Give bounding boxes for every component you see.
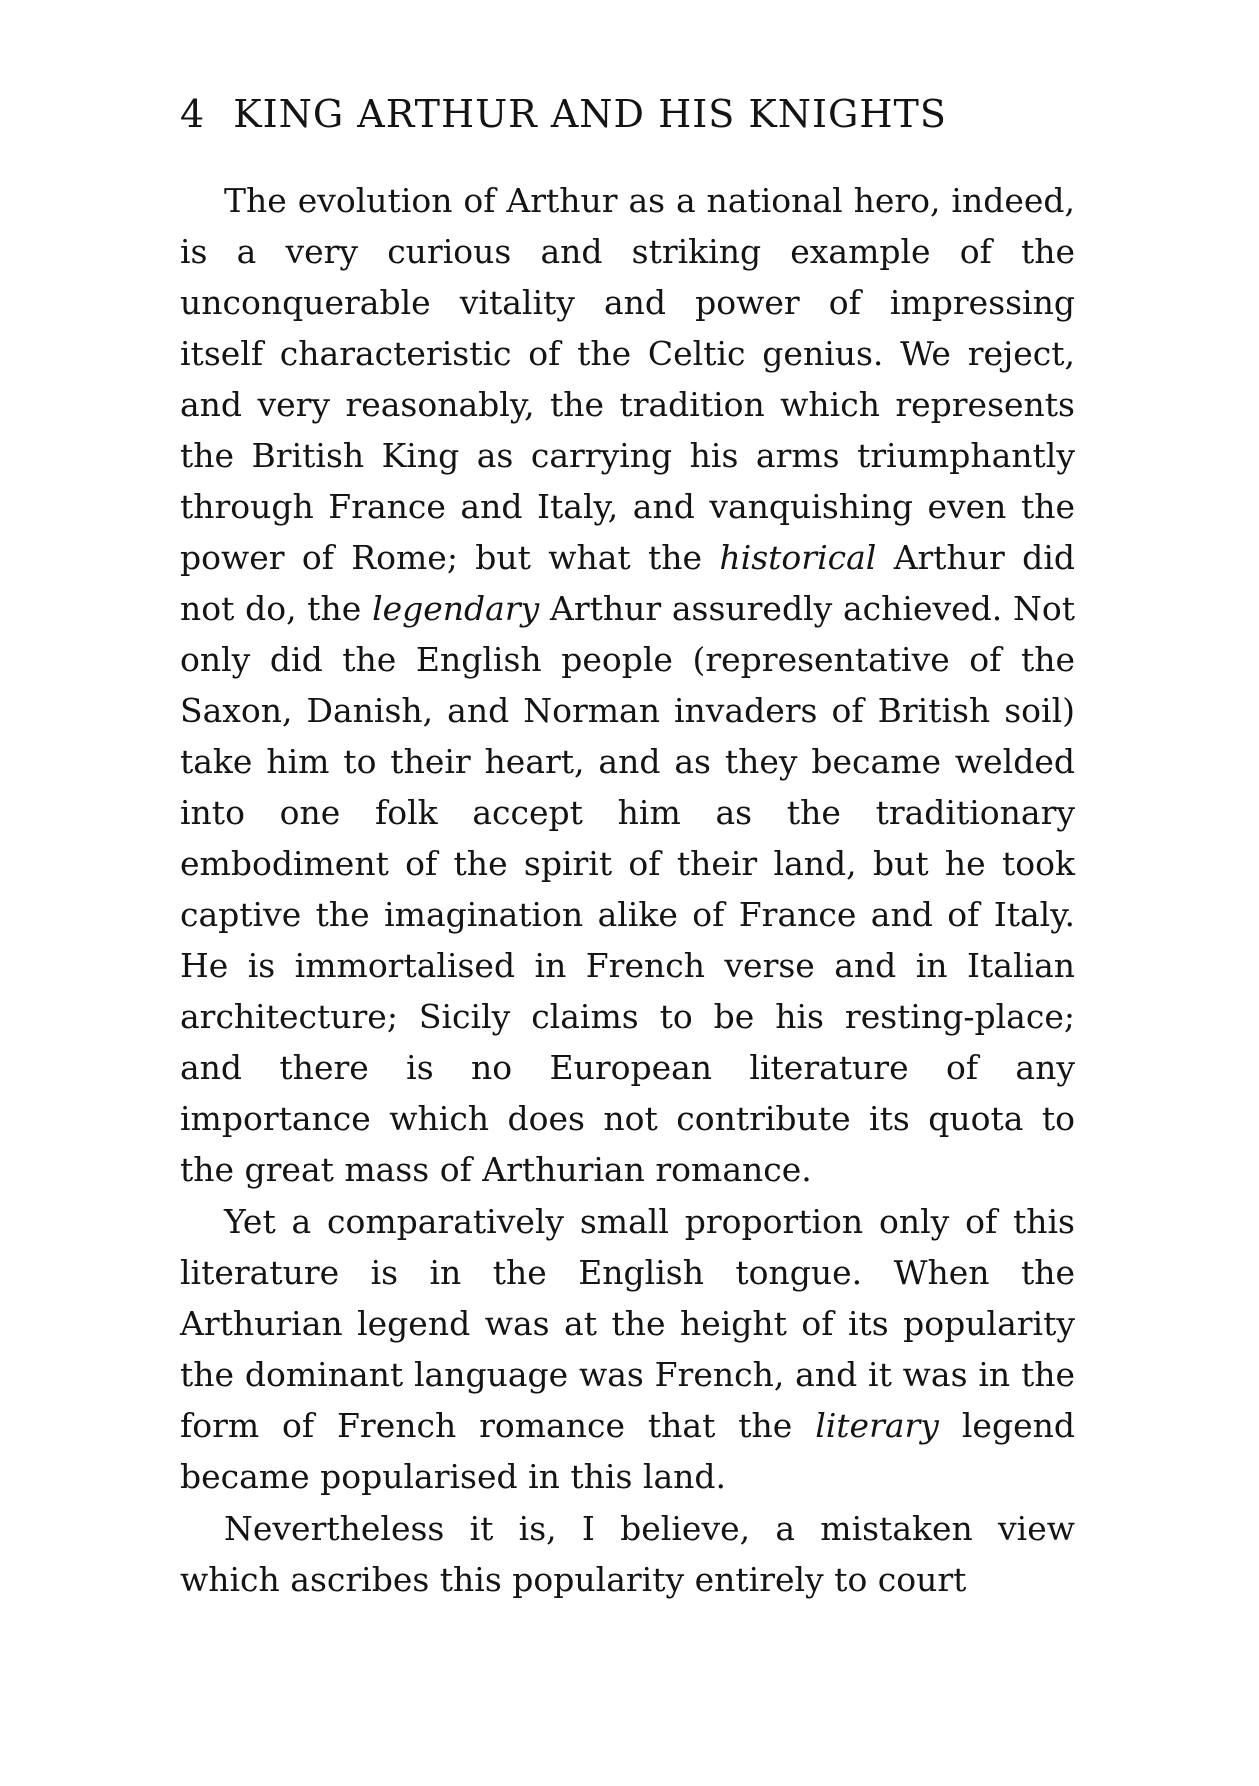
paragraph-1-text-a: The evolution of Arthur as a national hero, indeed, is a very curious and striking example of the unconquerable vitality and power of impressing itself characteristic of the Celtic genius. We reject, and very reasonably, the tradition which represents the British King as carrying his arms triumphantly through France and Italy, and vanquishing even the power of Rome; but what the — [180, 181, 1075, 577]
running-header — [180, 92, 1080, 144]
paragraph-1-text-b: Arthur did not do, the — [180, 538, 1075, 628]
italic-legendary: legendary — [372, 589, 540, 628]
paragraph-2-text-b: legend became popularised in this land. — [180, 1406, 1075, 1496]
paragraph-1 — [180, 175, 1075, 1195]
body-text — [180, 175, 1075, 1606]
paragraph-3 — [180, 1503, 1075, 1605]
paragraph-2 — [180, 1196, 1075, 1502]
italic-literary: literary — [815, 1406, 939, 1445]
italic-historical: historical — [719, 538, 877, 577]
running-title: KING ARTHUR AND HIS KNIGHTS — [233, 92, 947, 136]
page-number: 4 — [180, 92, 206, 136]
paragraph-3-text-a: Nevertheless it is, I believe, a mistaken view which ascribes this popularity entirely to court — [180, 1509, 1075, 1599]
paragraph-1-text-c: Arthur assuredly achieved. Not only did the English people (representative of the Saxon, Danish, and Norman invaders of British soil) take him to their heart, and as they became welded into one folk accept him as the traditionary embodiment of the spirit of their land, but he took captive the imagination alike of France and of Italy. He is immortalised in French verse and in Italian architecture; Sicily claims to be his resting-place; and there is no European literature of any importance which does not contribute its quota to the great mass of Arthurian romance. — [180, 589, 1075, 1189]
paragraph-2-text-a: Yet a comparatively small proportion only of this literature is in the English tongue. When the Arthurian legend was at the height of its popularity the dominant language was French, and it was in the form of French romance that the — [180, 1202, 1075, 1445]
